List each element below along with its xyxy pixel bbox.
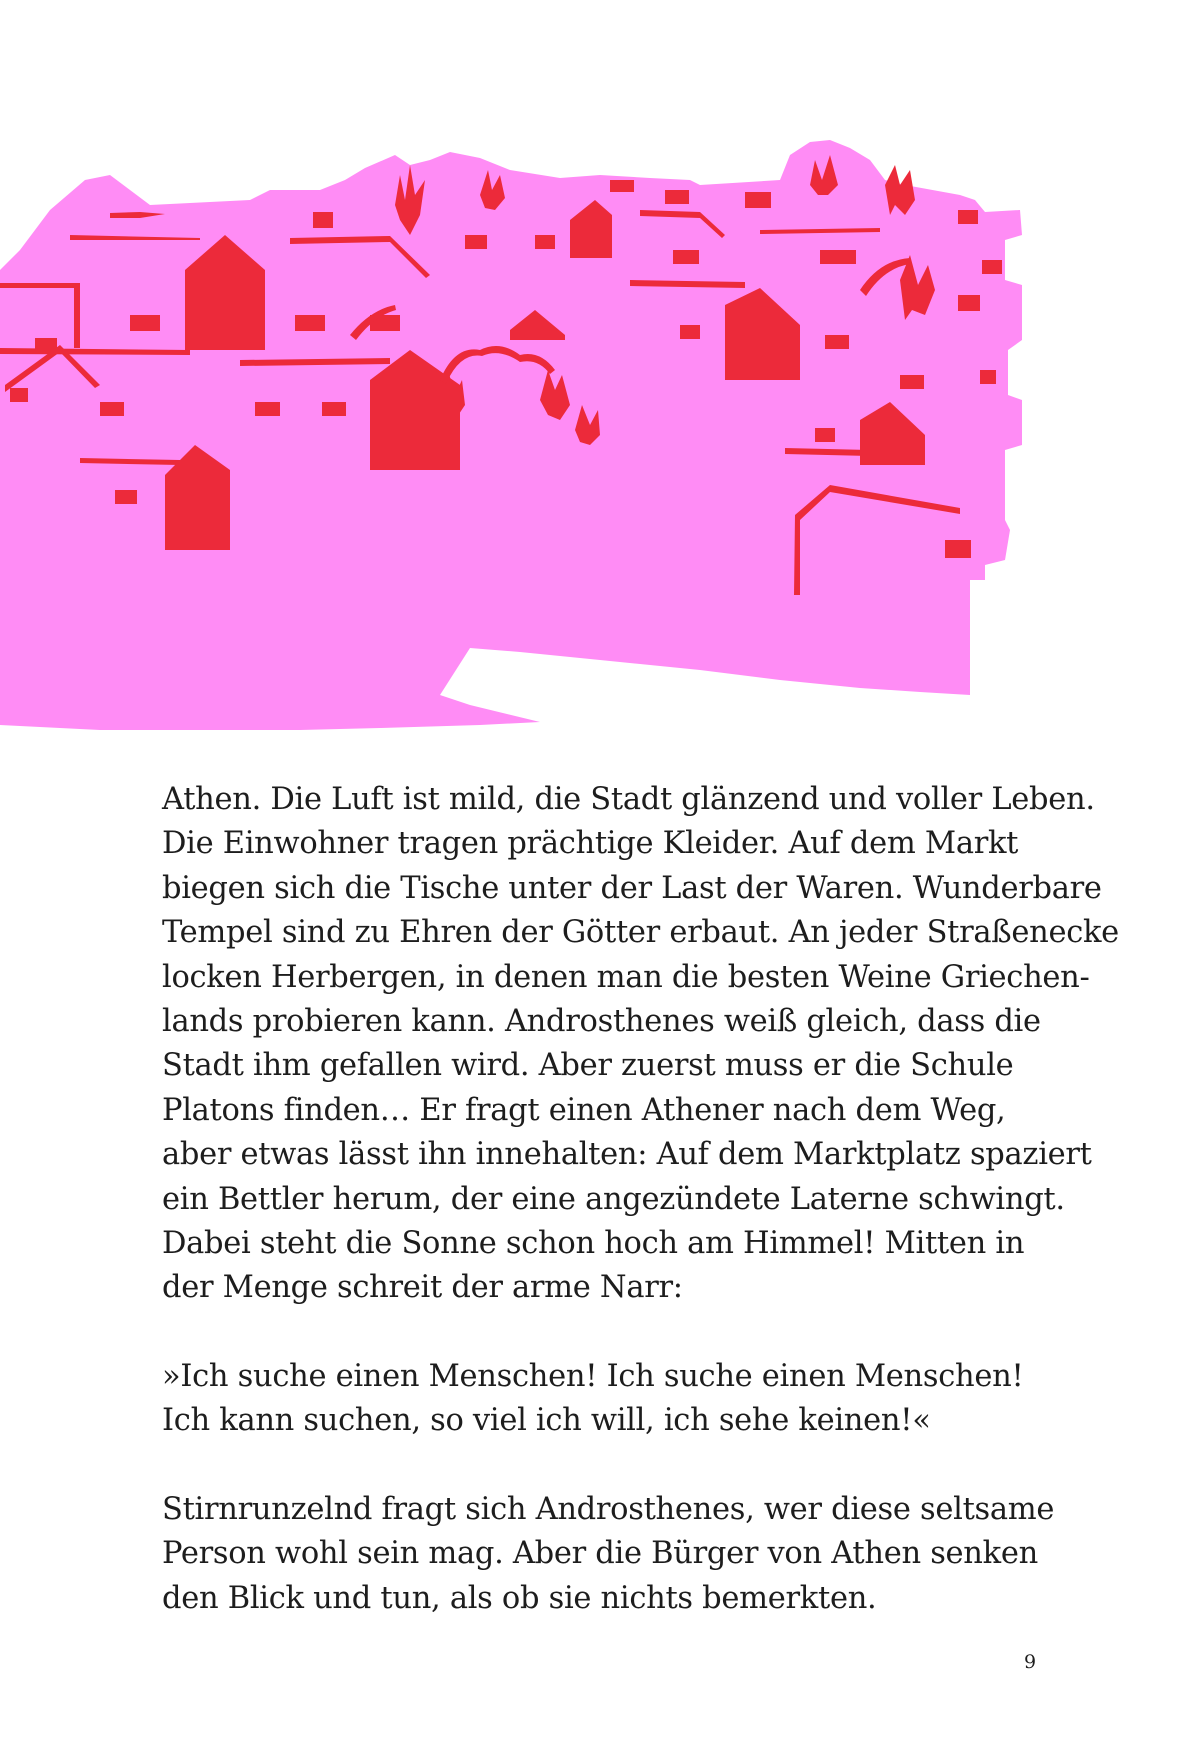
window (820, 250, 856, 264)
text-line: Tempel sind zu Ehren der Götter erbaut. An jeder Straßenecke (162, 915, 1119, 951)
window (958, 295, 980, 311)
window (255, 402, 280, 416)
window (958, 210, 978, 224)
window (115, 490, 137, 504)
text-line: biegen sich die Tische unter der Last der Waren. Wunderbare (162, 870, 1102, 906)
window (313, 212, 333, 228)
window (665, 190, 689, 204)
window (945, 540, 971, 558)
text-line: Platons finden… Er fragt einen Athener nach dem Weg, (162, 1092, 1006, 1128)
text-line: lands probieren kann. Androsthenes weiß gleich, dass die (162, 1004, 1041, 1040)
text-line: den Blick und tun, als ob sie nichts bemerkten. (162, 1580, 877, 1616)
text-line: ein Bettler herum, der eine angezündete Laterne schwingt. (162, 1181, 1065, 1217)
text-line: aber etwas lässt ihn innehalten: Auf dem Marktplatz spaziert (162, 1137, 1092, 1173)
text-line: »Ich suche einen Menschen! Ich suche einen Menschen! (162, 1358, 1024, 1394)
window (900, 375, 924, 389)
window (980, 370, 996, 384)
window (322, 402, 346, 416)
text-line: Person wohl sein mag. Aber die Bürger von Athen senken (162, 1536, 1038, 1572)
text-line: Stirnrunzelnd fragt sich Androsthenes, wer diese seltsame (162, 1491, 1055, 1527)
window (745, 192, 771, 208)
window (10, 388, 28, 402)
page-number: 9 (1024, 1651, 1037, 1673)
window (130, 315, 160, 331)
text-line: Athen. Die Luft ist mild, die Stadt glänzend und voller Leben. (162, 782, 1095, 817)
window (982, 260, 1002, 274)
window (535, 235, 555, 249)
cityscape-illustration (0, 140, 1030, 740)
story-text (162, 778, 1119, 1665)
paragraph (162, 1488, 1055, 1621)
window (295, 315, 325, 331)
text-line: der Menge schreit der arme Narr: (162, 1270, 683, 1306)
text-line: Dabei steht die Sonne schon hoch am Himmel! Mitten in (162, 1226, 1025, 1262)
window (815, 428, 835, 442)
window (610, 180, 634, 192)
window (100, 402, 124, 416)
window (673, 250, 699, 264)
text-line: Stadt ihm gefallen wird. Aber zuerst muss er die Schule (162, 1048, 1014, 1084)
window (680, 325, 700, 339)
window (465, 235, 487, 249)
window (825, 335, 849, 349)
text-line: Ich kann suchen, so viel ich will, ich sehe keinen!« (162, 1403, 931, 1439)
quote-paragraph (162, 1355, 1042, 1444)
window (35, 338, 57, 352)
text-line: locken Herbergen, in denen man die besten Weine Griechen- (162, 959, 1090, 995)
text-line: Die Einwohner tragen prächtige Kleider. Auf dem Markt (162, 826, 1019, 862)
paragraph (162, 778, 1119, 1311)
